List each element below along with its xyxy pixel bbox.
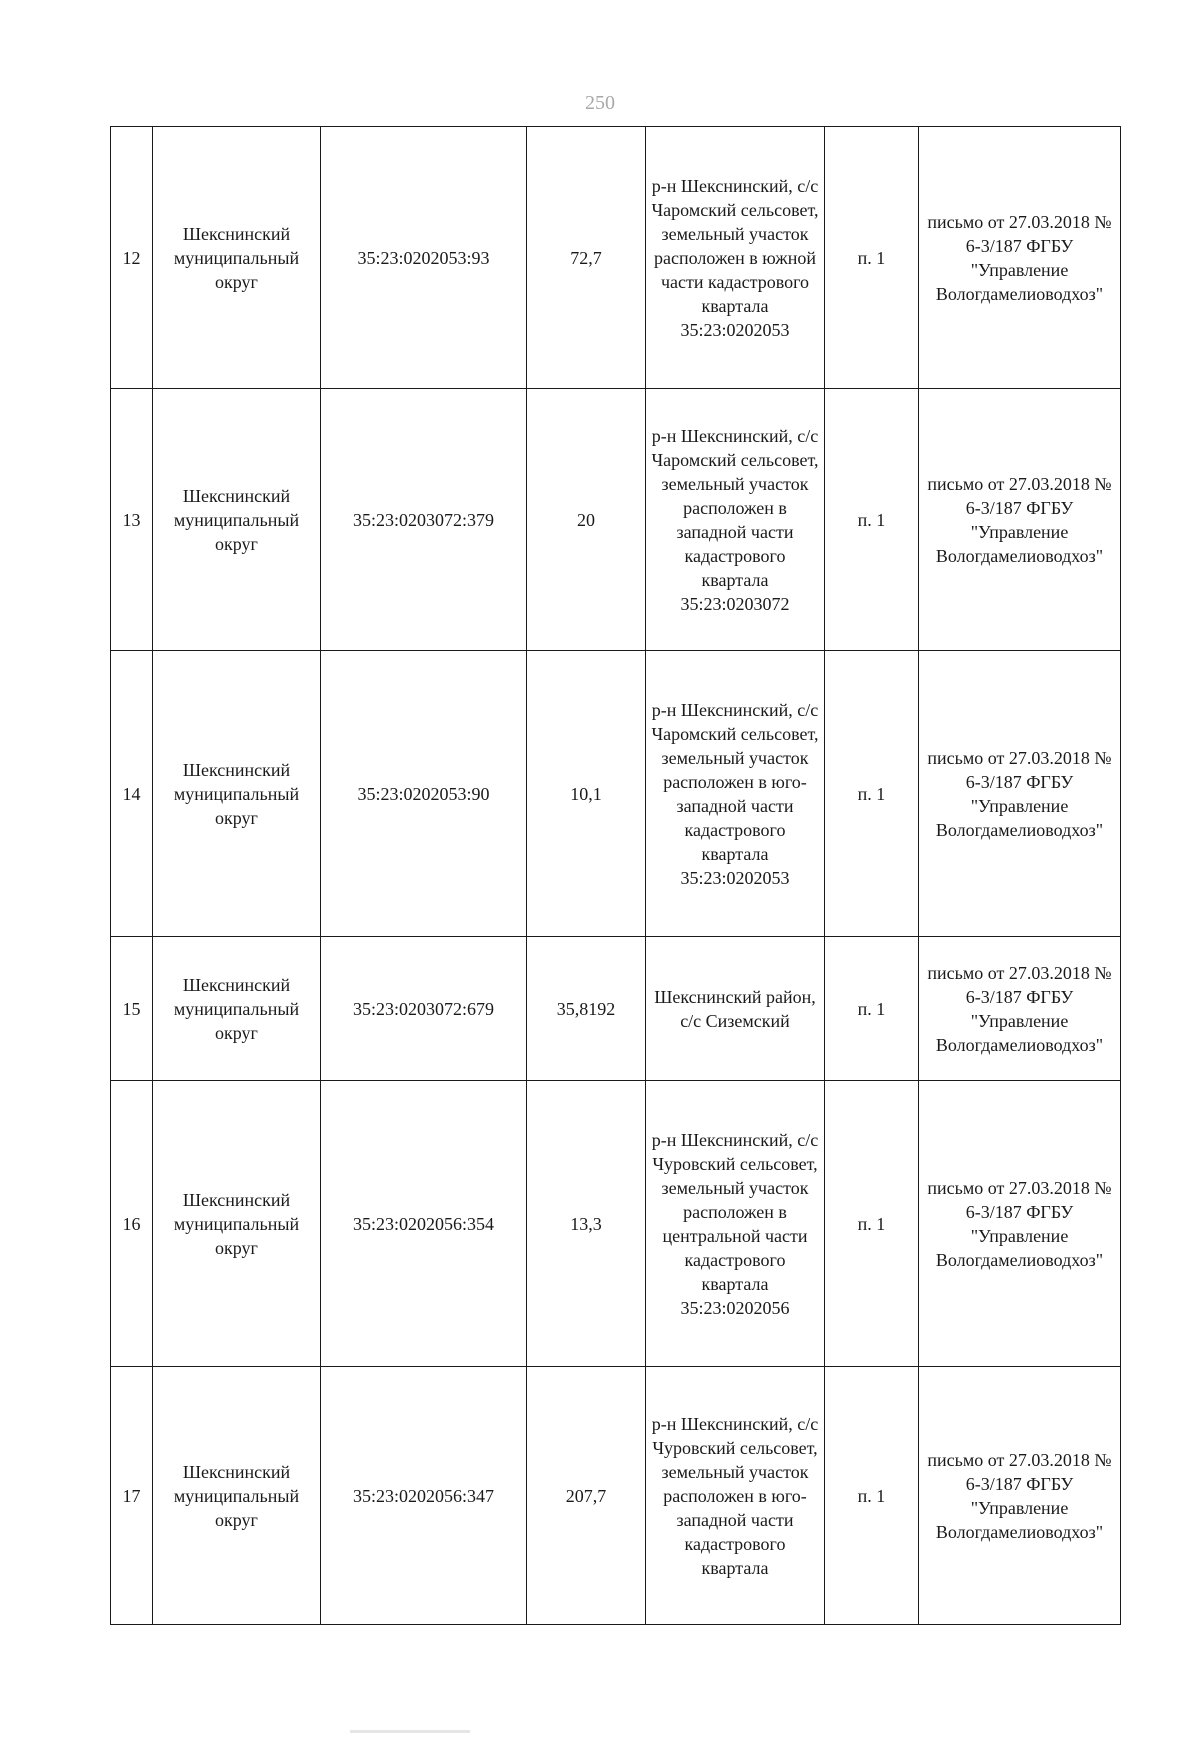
table-row — [111, 1367, 1121, 1625]
area-cell: 10,1 — [527, 651, 646, 937]
location-cell: р-н Шекснинский, с/с Чаромский сельсовет, земельный участок расположен в южной части кадастрового квартала 35:23:0202053 — [646, 127, 825, 389]
basis-cell: письмо от 27.03.2018 № 6-3/187 ФГБУ "Управление Вологдамелиоводхоз" — [919, 127, 1121, 389]
district-cell: Шекснинский муниципальный округ — [153, 127, 321, 389]
cadastral-number-cell: 35:23:0202053:90 — [321, 651, 527, 937]
area-cell: 207,7 — [527, 1367, 646, 1625]
cadastral-number-cell: 35:23:0203072:379 — [321, 389, 527, 651]
location-cell: р-н Шекснинский, с/с Чуровский сельсовет, земельный участок расположен в центральной части кадастрового квартала 35:23:0202056 — [646, 1081, 825, 1367]
item-cell: п. 1 — [825, 127, 919, 389]
area-cell: 35,8192 — [527, 937, 646, 1081]
district-cell: Шекснинский муниципальный округ — [153, 937, 321, 1081]
row-number-cell: 12 — [111, 127, 153, 389]
table-row — [111, 389, 1121, 651]
row-number-cell: 15 — [111, 937, 153, 1081]
basis-cell: письмо от 27.03.2018 № 6-3/187 ФГБУ "Управление Вологдамелиоводхоз" — [919, 651, 1121, 937]
area-cell: 20 — [527, 389, 646, 651]
cadastral-number-cell: 35:23:0202056:354 — [321, 1081, 527, 1367]
cadastral-number-cell: 35:23:0202056:347 — [321, 1367, 527, 1625]
basis-cell: письмо от 27.03.2018 № 6-3/187 ФГБУ "Управление Вологдамелиоводхоз" — [919, 1367, 1121, 1625]
cadastral-number-cell: 35:23:0202053:93 — [321, 127, 527, 389]
page-number: 250 — [585, 92, 615, 114]
scan-artifact — [350, 1730, 470, 1733]
table-row — [111, 127, 1121, 389]
district-cell: Шекснинский муниципальный округ — [153, 651, 321, 937]
district-cell: Шекснинский муниципальный округ — [153, 1081, 321, 1367]
table-row — [111, 651, 1121, 937]
row-number-cell: 17 — [111, 1367, 153, 1625]
item-cell: п. 1 — [825, 651, 919, 937]
table-row — [111, 937, 1121, 1081]
location-cell: Шекснинский район, с/с Сиземский — [646, 937, 825, 1081]
row-number-cell: 14 — [111, 651, 153, 937]
district-cell: Шекснинский муниципальный округ — [153, 1367, 321, 1625]
location-cell: р-н Шекснинский, с/с Чаромский сельсовет, земельный участок расположен в юго-западной части кадастрового квартала 35:23:0202053 — [646, 651, 825, 937]
area-cell: 72,7 — [527, 127, 646, 389]
item-cell: п. 1 — [825, 1367, 919, 1625]
basis-cell: письмо от 27.03.2018 № 6-3/187 ФГБУ "Управление Вологдамелиоводхоз" — [919, 1081, 1121, 1367]
item-cell: п. 1 — [825, 937, 919, 1081]
area-cell: 13,3 — [527, 1081, 646, 1367]
location-cell: р-н Шекснинский, с/с Чаромский сельсовет, земельный участок расположен в западной части кадастрового квартала 35:23:0203072 — [646, 389, 825, 651]
land-plots-table — [110, 126, 1121, 1625]
row-number-cell: 13 — [111, 389, 153, 651]
district-cell: Шекснинский муниципальный округ — [153, 389, 321, 651]
item-cell: п. 1 — [825, 389, 919, 651]
item-cell: п. 1 — [825, 1081, 919, 1367]
cadastral-number-cell: 35:23:0203072:679 — [321, 937, 527, 1081]
location-cell: р-н Шекснинский, с/с Чуровский сельсовет, земельный участок расположен в юго-западной части кадастрового квартала — [646, 1367, 825, 1625]
row-number-cell: 16 — [111, 1081, 153, 1367]
basis-cell: письмо от 27.03.2018 № 6-3/187 ФГБУ "Управление Вологдамелиоводхоз" — [919, 389, 1121, 651]
basis-cell: письмо от 27.03.2018 № 6-3/187 ФГБУ "Управление Вологдамелиоводхоз" — [919, 937, 1121, 1081]
table-row — [111, 1081, 1121, 1367]
